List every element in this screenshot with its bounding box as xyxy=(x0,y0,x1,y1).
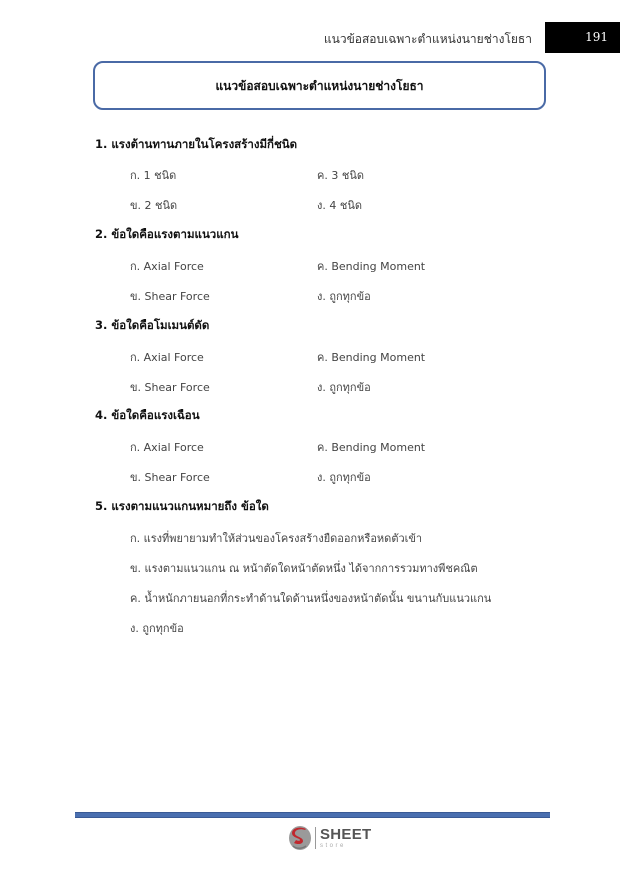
q5-choice-b: ข. แรงตามแนวแกน ณ หน้าตัดใดหน้าตัดหนึ่ง ได้จากการรวมทางพีชคณิต xyxy=(130,562,478,575)
brand-sub: store xyxy=(320,843,346,849)
q2-choice-a: ก. Axial Force xyxy=(130,260,204,273)
q4-choice-b: ข. Shear Force xyxy=(130,471,210,484)
footer-logo xyxy=(288,823,372,853)
q5-choice-c: ค. น้ำหนักภายนอกที่กระทำด้านใดด้านหนึ่งของหน้าตัดนั้น ขนานกับแนวแกน xyxy=(130,592,492,605)
question-5: 5. แรงตามแนวแกนหมายถึง ข้อใด xyxy=(95,499,269,513)
question-4: 4. ข้อใดคือแรงเฉือน xyxy=(95,408,200,422)
logo-text xyxy=(320,827,372,849)
q4-choice-c: ค. Bending Moment xyxy=(317,441,426,454)
running-header-title: แนวข้อสอบเฉพาะตำแหน่งนายช่างโยธา xyxy=(323,32,532,46)
logo-divider xyxy=(315,827,316,849)
q2-choice-d: ง. ถูกทุกข้อ xyxy=(317,290,371,303)
q1-choice-b: ข. 2 ชนิด xyxy=(130,199,178,212)
q3-choice-b: ข. Shear Force xyxy=(130,381,210,394)
q2-choice-b: ข. Shear Force xyxy=(130,290,210,303)
q1-choice-c: ค. 3 ชนิด xyxy=(317,169,364,182)
question-3: 3. ข้อใดคือโมเมนต์ดัด xyxy=(95,318,210,332)
page-number-box xyxy=(545,22,620,53)
q3-choice-d: ง. ถูกทุกข้อ xyxy=(317,381,371,394)
sheet-store-s-logo-icon xyxy=(288,825,312,851)
q1-choice-d: ง. 4 ชนิด xyxy=(317,199,362,212)
brand-name: SHEET xyxy=(320,826,372,843)
q4-choice-d: ง. ถูกทุกข้อ xyxy=(317,471,371,484)
q3-choice-a: ก. Axial Force xyxy=(130,351,204,364)
page-title: แนวข้อสอบเฉพาะตำแหน่งนายช่างโยธา xyxy=(215,79,424,93)
q5-choice-d: ง. ถูกทุกข้อ xyxy=(130,622,184,635)
q1-choice-a: ก. 1 ชนิด xyxy=(130,169,177,182)
footer-divider xyxy=(75,812,550,818)
q3-choice-c: ค. Bending Moment xyxy=(317,351,426,364)
question-2: 2. ข้อใดคือแรงตามแนวแกน xyxy=(95,227,239,241)
q4-choice-a: ก. Axial Force xyxy=(130,441,204,454)
page-number: 191 xyxy=(585,30,608,44)
q2-choice-c: ค. Bending Moment xyxy=(317,260,426,273)
title-box xyxy=(93,61,546,110)
q5-choice-a: ก. แรงที่พยายามทำให้ส่วนของโครงสร้างยืดออกหรือหดตัวเข้า xyxy=(130,532,423,545)
question-1: 1. แรงต้านทานภายในโครงสร้างมีกี่ชนิด xyxy=(95,137,298,151)
